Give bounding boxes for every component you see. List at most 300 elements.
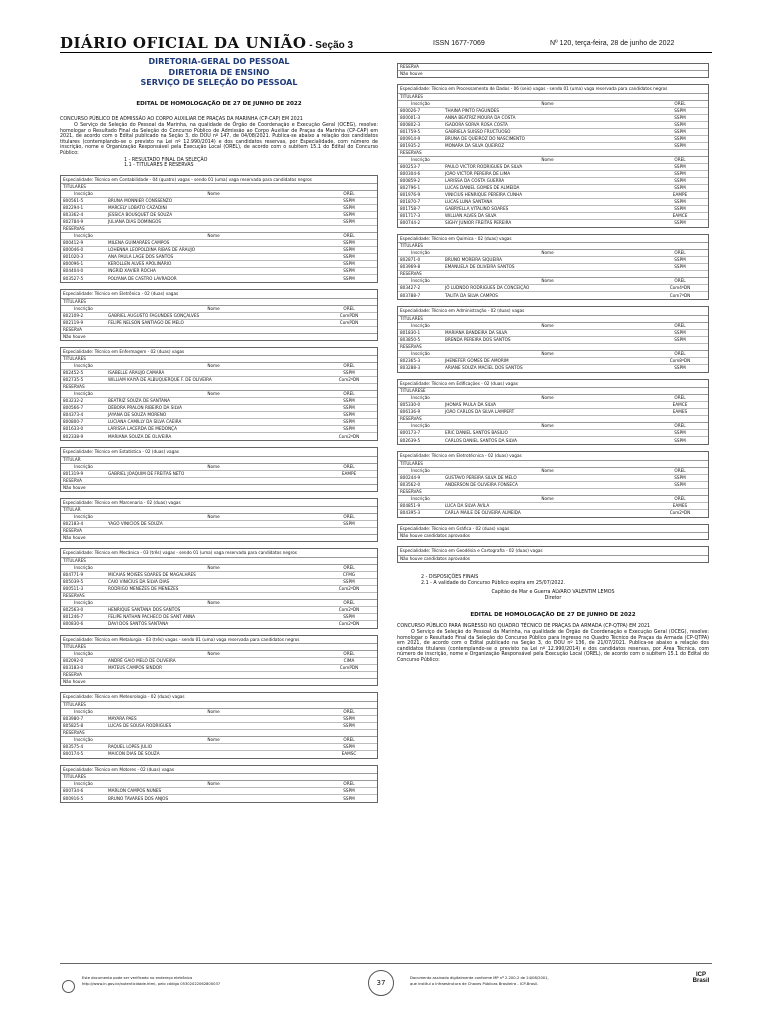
brasao-icon bbox=[62, 980, 75, 993]
cell-nome: LOHENNA LEOPOLDINA RIBAS DE ARAUJO bbox=[108, 247, 196, 253]
final-provisions-heading: 2 - DISPOSIÇÕES FINAIS bbox=[421, 574, 479, 580]
cell-inscricao: 800800-7 bbox=[63, 419, 84, 425]
table-header-row bbox=[398, 323, 708, 330]
cell-orel: SSPM bbox=[343, 198, 355, 204]
cell-inscricao: 802796-1 bbox=[400, 184, 421, 190]
column-header-orel: OREL bbox=[343, 305, 355, 311]
specialty-heading: Especialidade: Técnico em Edificações - 02 (duas) vagas bbox=[398, 380, 708, 389]
cell-inscricao: 800026-7 bbox=[400, 107, 421, 113]
table-row bbox=[398, 285, 708, 292]
cell-nome: JOÃO VICTOR PEREIRA DE LIMA bbox=[445, 170, 511, 176]
column-header-nome: Nome bbox=[541, 495, 554, 501]
edital-title: EDITAL DE HOMOLOGAÇÃO DE 27 DE JUNHO DE 2022 bbox=[136, 100, 302, 107]
column-header-inscricao: Inscrição bbox=[411, 395, 430, 400]
column-header-nome: Nome bbox=[207, 736, 220, 742]
directorate-line: SERVIÇO DE SELEÇÃO DO PESSOAL bbox=[140, 78, 298, 87]
table-row bbox=[398, 437, 708, 444]
cell-inscricao: 800174-5 bbox=[63, 751, 84, 757]
masthead bbox=[60, 34, 353, 52]
cell-inscricao: 803527-5 bbox=[63, 275, 84, 281]
cell-nome: VINICIUS HENRIQUE PEREIRA CUNHA bbox=[445, 191, 523, 197]
result-table bbox=[397, 63, 709, 78]
cell-orel: SSPM bbox=[674, 220, 686, 225]
cell-orel: SSPM bbox=[343, 578, 355, 584]
cell-orel: SSPM bbox=[343, 405, 355, 411]
table-row bbox=[398, 402, 708, 409]
column-header-inscricao: Inscrição bbox=[74, 233, 93, 239]
result-subheading: 1.1 - TITULARES E RESERVAS bbox=[124, 163, 194, 169]
cell-nome: BRENDA PEREIRA DOS SANTOS bbox=[445, 336, 511, 342]
table-header-row bbox=[398, 423, 708, 430]
right-column bbox=[397, 57, 709, 665]
edital2-body: O Serviço de Seleção do Pessoal da Marinha, na qualidade de Órgão de Coordenação e Execução Geral (OCEG), resolve: homologar o Resultado Final da Seleção do Concurso Público para Ingresso no Quadro Técnico de Praças da Armada (CP-QTPA) em 2021, de acordo com o Edital publicado na Seção 3, do DOU nº 136, de 21/07/2021. Publica-se abaixo a relação dos candidatos titulares (contemplando-se o previsto na Lei nº 12.990/2014) e dos candidatos reservas, por Área Técnica, com número de inscrição, nome e Organização Responsável pela Execução Local (OREL), de acordo com o subitem 15.1 do Edital do Concurso Público: bbox=[397, 630, 709, 664]
page-footer bbox=[60, 963, 712, 1008]
table-row bbox=[398, 108, 708, 115]
table-note: Não houve bbox=[63, 333, 86, 339]
specialty-heading: Especialidade: Técnico em Meteorologia - 02 (duas) vagas bbox=[61, 693, 377, 702]
cell-inscricao: 802119-9 bbox=[63, 319, 84, 325]
column-header-orel: OREL bbox=[343, 651, 355, 657]
result-table bbox=[60, 548, 378, 629]
cell-orel: CIMA bbox=[343, 658, 355, 664]
table-header-row bbox=[61, 363, 377, 370]
table-row bbox=[61, 572, 377, 579]
column-header-nome: Nome bbox=[541, 350, 554, 356]
cell-nome: BEATRIZ SOUZA DE SANTANA bbox=[108, 398, 170, 404]
cell-nome: ISABELLE ARAUJO CAMARA bbox=[108, 370, 165, 376]
cell-nome: WILLIAN ALVES DA SILVA bbox=[445, 212, 497, 218]
column-header-orel: OREL bbox=[343, 599, 355, 605]
table-row bbox=[398, 337, 708, 344]
cell-inscricao: 801870-7 bbox=[400, 198, 421, 204]
column-header-orel: OREL bbox=[674, 100, 686, 106]
cell-nome: LUCIANA CAMILLY DA SILVA CAEIRA bbox=[108, 419, 182, 425]
column-header-nome: Nome bbox=[541, 423, 554, 428]
cell-orel: Com2ºDN bbox=[338, 606, 360, 612]
table-header-row bbox=[61, 709, 377, 716]
table-row bbox=[398, 185, 708, 192]
cell-nome: LUCAS DANIEL GOMES DE ALMEIDA bbox=[445, 184, 520, 190]
table-row bbox=[61, 607, 377, 614]
cell-inscricao: 801633-0 bbox=[63, 426, 84, 432]
cell-inscricao: 803183-0 bbox=[63, 665, 84, 671]
cell-nome: LUCA DA SILVA ÁVILA bbox=[445, 502, 490, 508]
section-label: RESERVAS bbox=[398, 271, 708, 278]
cell-orel: Com2ºDN bbox=[338, 621, 360, 627]
cell-nome: TALITA DA SILVA CAMPOS bbox=[445, 292, 498, 298]
cell-orel: Com2ºDN bbox=[669, 510, 691, 515]
table-row bbox=[398, 482, 708, 489]
table-note: Não houve candidatos aprovados bbox=[400, 533, 470, 538]
table-row bbox=[398, 178, 708, 185]
cell-inscricao: 802109-2 bbox=[63, 312, 84, 318]
directorate-line: DIRETORIA DE ENSINO bbox=[168, 67, 270, 77]
cell-orel: SSPM bbox=[343, 261, 355, 267]
specialty-heading: Especialidade: Técnico em Eletrotécnica - 02 (duas) vagas bbox=[398, 452, 708, 461]
cell-inscricao: 804851-9 bbox=[400, 502, 421, 508]
table-note: Não houve bbox=[63, 535, 86, 541]
page-header bbox=[0, 0, 768, 55]
cell-orel: SSPM bbox=[674, 198, 686, 204]
cell-orel: SSPM bbox=[343, 521, 355, 527]
result-table bbox=[397, 306, 709, 373]
table-header-row bbox=[61, 565, 377, 572]
column-header-orel: OREL bbox=[343, 363, 355, 369]
column-header-inscricao: Inscrição bbox=[411, 278, 430, 283]
cell-nome: CAIO VINICIUS DA SILVA DIAS bbox=[108, 578, 170, 584]
cell-orel: SSPM bbox=[674, 205, 686, 211]
cell-orel: SSPM bbox=[674, 474, 686, 480]
cell-orel: EAMPE bbox=[341, 470, 357, 476]
table-row bbox=[61, 247, 377, 254]
cell-nome: MATEUS CAMPOS SINDOR bbox=[108, 665, 163, 671]
cell-inscricao: 801830-1 bbox=[400, 329, 421, 335]
column-header-orel: OREL bbox=[674, 395, 686, 400]
table-row bbox=[398, 206, 708, 213]
cell-nome: MARIANA BANDEIRA DA SILVA bbox=[445, 329, 508, 335]
column-header-orel: OREL bbox=[674, 350, 686, 356]
cell-inscricao: 800304-6 bbox=[400, 170, 421, 176]
cell-nome: MILENA GUIMARÃES CAMPOS bbox=[108, 240, 170, 246]
section-label: TITULARESE bbox=[398, 388, 708, 395]
column-header-inscricao: Inscrição bbox=[74, 191, 93, 197]
column-header-nome: Nome bbox=[207, 514, 220, 520]
table-row bbox=[61, 268, 377, 275]
intro-heading: CONCURSO PÚBLICO DE ADMISSÃO AO CORPO AUXILIAR DE PRAÇAS DA MARINHA (CP-CAP) EM 2021 bbox=[60, 116, 303, 122]
table-row bbox=[61, 370, 377, 377]
section-label: TITULARES bbox=[398, 316, 708, 323]
column-header-nome: Nome bbox=[541, 278, 554, 283]
table-row bbox=[398, 409, 708, 416]
section-label: TITULARES bbox=[61, 356, 377, 363]
cell-orel: SSPM bbox=[343, 205, 355, 211]
table-header-row bbox=[61, 233, 377, 240]
cell-nome: ANNA BEATRIZ MOURA DA COSTA bbox=[445, 114, 516, 120]
specialty-heading: Especialidade: Técnico em Eletrônica - 02 (duas) vagas bbox=[61, 290, 377, 299]
cell-nome: JHONAS PAULA DA SILVA bbox=[445, 402, 497, 407]
column-header-inscricao: Inscrição bbox=[74, 564, 93, 570]
cell-orel: SSPM bbox=[674, 329, 686, 335]
column-header-inscricao: Inscrição bbox=[74, 651, 93, 657]
column-header-nome: Nome bbox=[207, 363, 220, 369]
cell-orel: SSPM bbox=[343, 268, 355, 274]
signature-notice-line: Documento assinado digitalmente conforme MP nº 2.200-2 de 24/08/2001, bbox=[410, 976, 549, 980]
cell-orel: SSPM bbox=[674, 170, 686, 176]
section-label: TITULARES bbox=[398, 243, 708, 250]
column-header-nome: Nome bbox=[207, 233, 220, 239]
cell-nome: MONARA DA SILVA QUEIROZ bbox=[445, 142, 505, 148]
cell-nome: MARLON CAMPOS NUNES bbox=[108, 788, 162, 794]
cell-inscricao: 802784-9 bbox=[63, 219, 84, 225]
issn: ISSN 1677-7069 bbox=[433, 40, 485, 47]
column-header-inscricao: Inscrição bbox=[411, 423, 430, 428]
cell-nome: MARCELY LOBATO CAZADINI bbox=[108, 205, 167, 211]
cell-orel: SSPM bbox=[674, 481, 686, 487]
table-row bbox=[398, 192, 708, 199]
cell-nome: BRUNO MOREIRA SIQUEIRA bbox=[445, 257, 502, 262]
table-row bbox=[398, 503, 708, 510]
cell-orel: SSPM bbox=[674, 128, 686, 134]
cell-inscricao: 805825-8 bbox=[63, 722, 84, 728]
cell-nome: GABRIEL AUGUSTO FAGUNDES GONÇALVES bbox=[108, 312, 200, 318]
column-header-inscricao: Inscrição bbox=[411, 156, 430, 162]
column-header-inscricao: Inscrição bbox=[74, 736, 93, 742]
column-header-nome: Nome bbox=[541, 395, 554, 400]
table-row bbox=[61, 254, 377, 261]
column-header-orel: OREL bbox=[343, 736, 355, 742]
section-label: RESERVAS bbox=[398, 489, 708, 496]
cell-inscricao: 802563-0 bbox=[63, 606, 84, 612]
table-row bbox=[398, 115, 708, 122]
cell-nome: MAICON DIAS DE SOUZA bbox=[108, 751, 160, 757]
column-header-orel: OREL bbox=[674, 250, 686, 255]
section-label: TITULARES bbox=[61, 702, 377, 709]
cell-orel: SSPM bbox=[343, 613, 355, 619]
edital2-title: EDITAL DE HOMOLOGAÇÃO DE 27 DE JUNHO DE 2022 bbox=[470, 611, 636, 618]
cell-nome: ANA PAULA LAGE DOS SANTOS bbox=[108, 254, 174, 260]
left-tables bbox=[60, 175, 378, 804]
cell-inscricao: 800566-7 bbox=[63, 405, 84, 411]
section-label: TITULARES bbox=[61, 558, 377, 565]
column-header-orel: OREL bbox=[674, 495, 686, 501]
cell-orel: SSPM bbox=[343, 412, 355, 418]
cell-orel: SSPM bbox=[674, 336, 686, 342]
table-row bbox=[61, 198, 377, 205]
cell-nome: PAULO VICTOR RODRIGUES DA SILVA bbox=[445, 163, 523, 169]
cell-inscricao: 802294-1 bbox=[63, 205, 84, 211]
cell-inscricao: 800412-9 bbox=[63, 240, 84, 246]
signature-notice bbox=[410, 976, 549, 987]
cell-inscricao: 802639-5 bbox=[400, 437, 421, 443]
cell-orel: SSPM bbox=[674, 264, 686, 269]
cell-inscricao: 800244-9 bbox=[400, 474, 421, 480]
cell-orel: SSPM bbox=[674, 365, 686, 370]
cell-orel: SSPM bbox=[343, 398, 355, 404]
cell-nome: FELIPE NATHAN PACHECO DE SANT ANNA bbox=[108, 613, 195, 619]
section-label: RESERVAS bbox=[398, 416, 708, 423]
cell-nome: LUCAS DE SOUSA RODRIGUES bbox=[108, 722, 172, 728]
section-label: - Seção 3 bbox=[306, 40, 354, 51]
cell-orel: SSPM bbox=[343, 788, 355, 794]
section-label: RESERVA bbox=[61, 478, 377, 485]
cell-inscricao: 800001-3 bbox=[400, 114, 421, 120]
cell-orel: SSPM bbox=[674, 437, 686, 443]
section-label: TITULARES bbox=[61, 299, 377, 306]
verification-link[interactable]: http://www.in.gov.br/autenticidade.html, pelo código 05302022062800037 bbox=[82, 981, 221, 986]
signature-block bbox=[397, 590, 709, 602]
cell-nome: HENRIQUE SANTANA DOS SANTOS bbox=[108, 606, 181, 612]
table-row bbox=[61, 614, 377, 621]
table-row bbox=[61, 579, 377, 586]
cell-inscricao: 801935-2 bbox=[400, 142, 421, 148]
cell-inscricao: 800744-2 bbox=[400, 220, 421, 225]
cell-inscricao: 803788-7 bbox=[400, 292, 421, 298]
column-header-orel: OREL bbox=[343, 391, 355, 397]
cell-orel: Com2ºDN bbox=[338, 377, 360, 383]
signatory-title: Diretor bbox=[544, 595, 562, 601]
cell-inscricao: 803288-3 bbox=[400, 365, 421, 370]
verification-line: Este documento pode ser verificado no endereço eletrônico bbox=[82, 976, 193, 980]
table-row bbox=[61, 788, 377, 795]
cell-nome: ERIC DANIEL SANTOS BASILIO bbox=[445, 430, 508, 435]
table-row bbox=[61, 377, 377, 384]
column-header-orel: OREL bbox=[343, 564, 355, 570]
cell-inscricao: 805039-5 bbox=[63, 578, 84, 584]
column-header-orel: OREL bbox=[343, 781, 355, 787]
result-table bbox=[60, 347, 378, 442]
table-row bbox=[398, 220, 708, 227]
table-row bbox=[61, 219, 377, 226]
result-table bbox=[397, 84, 709, 228]
cell-orel: SSPM bbox=[674, 107, 686, 113]
cell-inscricao: 800859-2 bbox=[400, 177, 421, 183]
intro-body: O Serviço de Seleção do Pessoal da Marinha, na qualidade de Órgão de Coordenação e Execução Geral (OCEG), resolve: homologar o Resultado Final da Seleção do Concurso Público de Admissão ao Corpo Auxiliar de Praças da Marinha (CP-CAP) em 2021, de acordo com o Edital publicado na Seção 3, do DOU nº 147, de 04/08/2021. Publica-se abaixo a relação dos candidatos titulares (contemplando-se o previsto na Lei nº 12.990/2014) e dos candidatos reservas, por Especialidade, com número de inscrição, nome e Organização Responsável pela Execução Local (OREL), de acordo com o subitem 15.1 do Edital do Concurso Público: bbox=[60, 123, 378, 157]
left-column bbox=[60, 57, 378, 803]
table-note: Não houve bbox=[400, 71, 423, 76]
cell-orel: EAMSC bbox=[341, 751, 357, 757]
table-row bbox=[61, 716, 377, 723]
cell-inscricao: 800802-3 bbox=[400, 121, 421, 127]
edital2-heading: CONCURSO PÚBLICO PARA INGRESSO NO QUADRO TÉCNICO DE PRAÇAS DA ARMADA (CP-QTPA) EM 2021 bbox=[397, 623, 651, 629]
cell-inscricao: 804373-4 bbox=[63, 412, 84, 418]
table-row bbox=[398, 143, 708, 150]
column-header-inscricao: Inscrição bbox=[74, 781, 93, 787]
cell-nome: POLYANA DE CASTRO LAVRADOR bbox=[108, 275, 177, 281]
cell-nome: JÔ LUDNDO RODRIGUES DA CONCEIÇÃO bbox=[445, 285, 530, 290]
column-header-inscricao: Inscrição bbox=[74, 391, 93, 397]
result-table bbox=[397, 379, 709, 446]
cell-orel: SSPM bbox=[674, 257, 686, 262]
specialty-heading: Especialidade: Técnico em Química - 02 (duas) vagas bbox=[398, 235, 708, 244]
result-table bbox=[397, 234, 709, 301]
table-header-row bbox=[61, 600, 377, 607]
cell-inscricao: 801976-9 bbox=[400, 191, 421, 197]
specialty-heading: Especialidade: Técnico em Motores - 02 (duas) vagas bbox=[61, 766, 377, 775]
column-header-inscricao: Inscrição bbox=[411, 100, 430, 106]
result-table bbox=[60, 692, 378, 759]
table-row bbox=[61, 795, 377, 802]
column-header-orel: OREL bbox=[674, 156, 686, 162]
table-header-row bbox=[398, 395, 708, 402]
cell-inscricao: 801246-7 bbox=[63, 613, 84, 619]
specialty-heading: Especialidade: Técnico em Contabilidade - 04 (quatro) vagas - sendo 01 (uma) vaga reservada para candidatos negros bbox=[61, 176, 377, 185]
table-header-row bbox=[61, 514, 377, 521]
cell-nome: BRUNA MONNIER CONSSENZO bbox=[108, 198, 173, 204]
specialty-heading: Especialidade: Técnico em Gráfica - 02 (duas) vagas bbox=[398, 525, 708, 534]
cell-nome: EMANUELA DE OLIVEIRA SANTOS bbox=[445, 264, 515, 269]
cell-inscricao: 803969-8 bbox=[400, 264, 421, 269]
table-row bbox=[61, 212, 377, 219]
table-row bbox=[61, 586, 377, 593]
cell-inscricao: 802871-0 bbox=[400, 257, 421, 262]
cell-nome: MARIANA SOUZA DE OLIVEIRA bbox=[108, 433, 172, 439]
cell-inscricao: 804395-3 bbox=[400, 510, 421, 515]
table-row bbox=[61, 275, 377, 282]
cell-nome: INGRID XAVIER ROCHA bbox=[108, 268, 156, 274]
cell-orel: SSPM bbox=[343, 715, 355, 721]
cell-orel: EAMCE bbox=[672, 402, 688, 407]
column-header-orel: OREL bbox=[674, 322, 686, 328]
column-header-orel: OREL bbox=[674, 467, 686, 473]
cell-nome: JULIANA DIAS DOMINGOS bbox=[108, 219, 162, 225]
column-header-orel: OREL bbox=[343, 233, 355, 239]
table-row bbox=[61, 398, 377, 405]
table-row bbox=[61, 744, 377, 751]
cell-inscricao: 803232-2 bbox=[63, 398, 84, 404]
final-provisions-item: 2.1 - A validade do Concurso Público expira em 25/07/2022. bbox=[421, 580, 566, 586]
page-number: 37 bbox=[368, 970, 394, 996]
directorate-heading bbox=[60, 57, 378, 89]
cell-inscricao: 802338-9 bbox=[63, 433, 84, 439]
cell-orel: SSPM bbox=[343, 247, 355, 253]
table-row bbox=[398, 164, 708, 171]
section-label: TITULAR bbox=[61, 507, 377, 514]
cell-orel: Com4ºDN bbox=[669, 285, 691, 290]
cell-orel: ComPDN bbox=[339, 665, 359, 671]
cell-nome: GABRIELA SUISSO FRUCTUOSO bbox=[445, 128, 511, 134]
section-label: RESERVA bbox=[61, 327, 377, 334]
cell-inscricao: 800046-0 bbox=[63, 247, 84, 253]
column-header-inscricao: Inscrição bbox=[74, 363, 93, 369]
cell-inscricao: 800734-6 bbox=[63, 788, 84, 794]
section-label: RESERVA bbox=[398, 64, 708, 71]
table-row bbox=[61, 621, 377, 628]
table-row bbox=[398, 122, 708, 129]
cell-inscricao: 801759-5 bbox=[400, 128, 421, 134]
table-row bbox=[61, 419, 377, 426]
section-label: RESERVAS bbox=[398, 150, 708, 157]
cell-nome: GUSTAVO PEREIRA SILVA DE MELO bbox=[445, 474, 517, 480]
column-header-inscricao: Inscrição bbox=[411, 250, 430, 255]
table-row bbox=[398, 475, 708, 482]
cell-inscricao: 804404-0 bbox=[63, 268, 84, 274]
table-row bbox=[61, 658, 377, 665]
table-row bbox=[61, 313, 377, 320]
icp-brasil-logo: ICP Brasil bbox=[692, 972, 710, 984]
specialty-heading: Especialidade: Técnico em Mecânica - 03 (três) vagas - sendo 01 (uma) vaga reservada para candidatos negros bbox=[61, 549, 377, 558]
cell-nome: CARLA MAILE DE OLIVEIRA ALMEIDA bbox=[445, 510, 521, 515]
table-row bbox=[398, 171, 708, 178]
table-row bbox=[61, 320, 377, 327]
result-table bbox=[60, 289, 378, 341]
cell-inscricao: 803427-2 bbox=[400, 285, 421, 290]
cell-orel: CFMG bbox=[342, 571, 356, 577]
cell-nome: BRUNO TAVARES DOS ANJOS bbox=[108, 795, 169, 801]
table-row bbox=[398, 430, 708, 437]
column-header-nome: Nome bbox=[207, 391, 220, 397]
cell-inscricao: 803980-7 bbox=[63, 715, 84, 721]
table-header-row bbox=[61, 651, 377, 658]
cell-nome: JESSICA BOUSQUET DE SOUZA bbox=[108, 212, 173, 218]
cell-orel: ComPDN bbox=[339, 312, 359, 318]
cell-nome: DAVI DOS SANTOS SANTANA bbox=[108, 621, 169, 627]
cell-nome: DÉBORA PRALON RIBEIRO DA SILVA bbox=[108, 405, 182, 411]
specialty-heading: Especialidade: Técnico em Enfermagem - 02 (duas) vagas bbox=[61, 348, 377, 357]
cell-orel: Com8ºDN bbox=[669, 357, 691, 363]
table-row bbox=[61, 426, 377, 433]
section-label: TITULARES bbox=[61, 184, 377, 191]
masthead-title: DIÁRIO OFICIAL DA UNIÃO bbox=[60, 34, 307, 52]
table-header-row bbox=[398, 101, 708, 108]
column-header-inscricao: Inscrição bbox=[74, 708, 93, 714]
table-row bbox=[398, 257, 708, 264]
header-rule bbox=[60, 52, 712, 53]
signatory-name: Capitão de Mar e Guerra ALVARO VALENTIM LEMOS bbox=[491, 589, 615, 595]
table-header-row bbox=[398, 250, 708, 257]
section-label: TITULARES bbox=[61, 774, 377, 781]
cell-nome: RODRIGO MENEZES DE MENEZES bbox=[108, 585, 179, 591]
cell-inscricao: 800914-9 bbox=[400, 135, 421, 141]
